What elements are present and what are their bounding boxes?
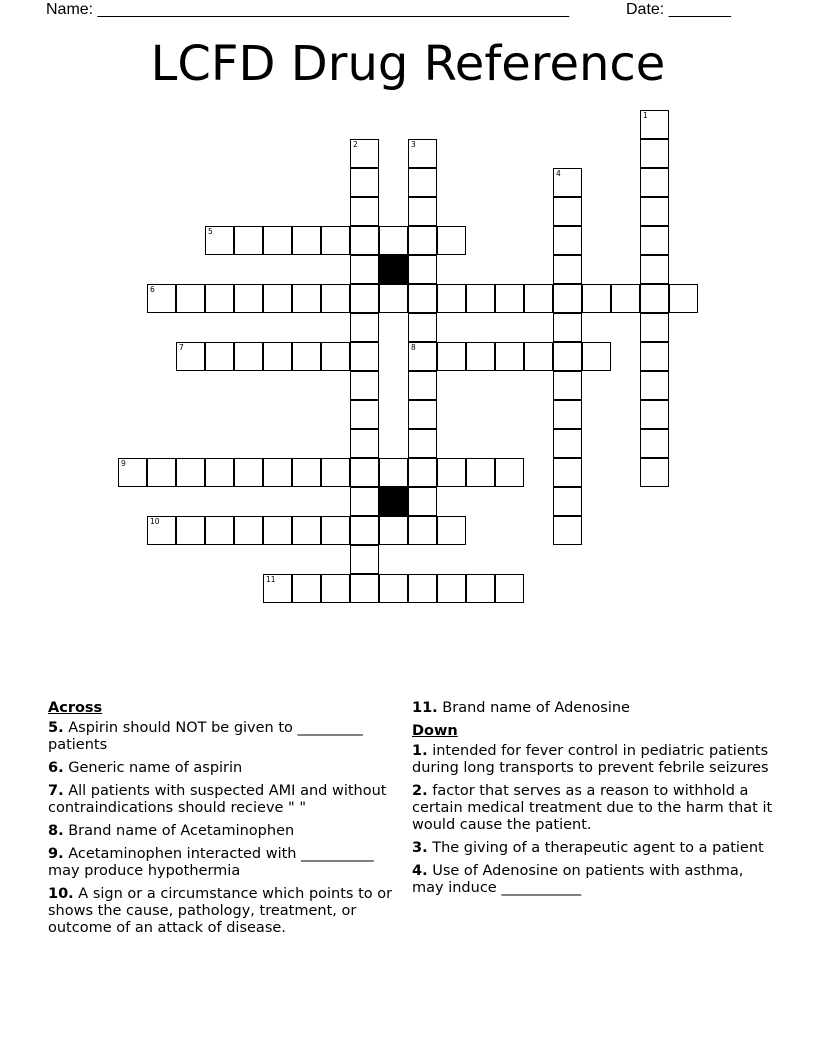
clue-across-6 [48,760,406,777]
grid-cell[interactable] [321,458,350,487]
grid-cell[interactable] [466,342,495,371]
clue-across-11 [412,700,777,717]
clue-across-5 [48,720,406,754]
cell-number: 2 [353,140,358,149]
grid-cell[interactable] [234,516,263,545]
grid-cell[interactable] [234,458,263,487]
page-title: LCFD Drug Reference [150,36,666,92]
grid-cell[interactable] [553,168,582,197]
grid-cell[interactable] [205,516,234,545]
clue-text: Use of Adenosine on patients with asthma, may induce ___________ [412,863,744,896]
grid-cell[interactable] [321,342,350,371]
grid-cell[interactable] [640,226,669,255]
clue-text: Acetaminophen interacted with __________ may produce hypothermia [48,846,374,879]
grid-cell[interactable] [553,371,582,400]
grid-cell[interactable] [350,342,379,371]
grid-cell[interactable] [553,487,582,516]
name-field-label[interactable]: Name: _____________________________________________________ [46,1,570,18]
grid-cell[interactable] [147,458,176,487]
grid-cell[interactable] [321,574,350,603]
clue-number: 1. [412,743,428,759]
grid-cell[interactable] [640,429,669,458]
grid-cell[interactable] [263,574,292,603]
grid-cell[interactable] [205,342,234,371]
grid-cell[interactable] [553,458,582,487]
grid-cell[interactable] [234,342,263,371]
grid-cell[interactable] [350,545,379,574]
grid-cell[interactable] [147,284,176,313]
grid-cell[interactable] [408,255,437,284]
grid-cell[interactable] [437,226,466,255]
grid-cell[interactable] [408,516,437,545]
grid-cell[interactable] [118,458,147,487]
cell-number: 10 [150,517,160,526]
grid-cell[interactable] [640,284,669,313]
grid-cell[interactable] [350,197,379,226]
grid-cell[interactable] [640,458,669,487]
clue-number: 3. [412,840,428,856]
grid-cell[interactable] [292,226,321,255]
grid-cell[interactable] [176,458,205,487]
grid-cell[interactable] [205,226,234,255]
cell-number: 9 [121,459,126,468]
grid-cell[interactable] [582,284,611,313]
clue-number: 9. [48,846,64,862]
grid-cell[interactable] [553,342,582,371]
grid-cell[interactable] [350,255,379,284]
grid-cell[interactable] [408,139,437,168]
grid-cell[interactable] [321,516,350,545]
grid-cell[interactable] [205,458,234,487]
grid-cell[interactable] [176,284,205,313]
grid-cell[interactable] [292,284,321,313]
grid-cell[interactable] [640,313,669,342]
clue-across-7 [48,783,406,817]
grid-cell[interactable] [350,429,379,458]
grid-cell[interactable] [640,110,669,139]
grid-cell[interactable] [292,574,321,603]
clue-text: Brand name of Adenosine [442,700,630,716]
grid-cell[interactable] [350,458,379,487]
grid-cell[interactable] [350,516,379,545]
grid-cell[interactable] [350,284,379,313]
grid-cell[interactable] [350,371,379,400]
clue-down-2 [412,783,777,834]
clue-text: factor that serves as a reason to withhold a certain medical treatment due to the harm that it would cause the patient. [412,783,773,833]
grid-cell[interactable] [437,342,466,371]
clue-number: 7. [48,783,64,799]
grid-cell[interactable] [263,458,292,487]
grid-cell[interactable] [408,371,437,400]
grid-cell[interactable] [640,342,669,371]
grid-cell[interactable] [640,371,669,400]
grid-cell[interactable] [176,516,205,545]
grid-cell[interactable] [350,139,379,168]
grid-cell[interactable] [669,284,698,313]
grid-cell[interactable] [553,255,582,284]
grid-cell[interactable] [408,197,437,226]
clue-text: A sign or a circumstance which points to or shows the cause, pathology, treatment, or outcome of an attack of disease. [48,886,393,936]
grid-cell[interactable] [408,226,437,255]
clue-across-10 [48,886,406,937]
grid-cell[interactable] [408,574,437,603]
grid-cell[interactable] [263,284,292,313]
grid-cell[interactable] [495,574,524,603]
grid-cell[interactable] [582,342,611,371]
grid-cell[interactable] [437,458,466,487]
clue-text: Aspirin should NOT be given to _________ patients [48,720,363,753]
grid-cell[interactable] [408,487,437,516]
across-heading: Across [48,700,103,716]
clue-down-4 [412,863,777,897]
down-heading: Down [412,723,458,739]
grid-cell[interactable] [292,516,321,545]
grid-cell[interactable] [408,284,437,313]
clue-across-8 [48,823,406,840]
grid-cell[interactable] [379,574,408,603]
cell-number: 5 [208,227,213,236]
grid-cell[interactable] [350,574,379,603]
grid-cell[interactable] [553,400,582,429]
grid-cell[interactable] [553,313,582,342]
clue-down-3 [412,840,777,857]
grid-cell[interactable] [263,342,292,371]
grid-cell[interactable] [350,226,379,255]
cell-number: 4 [556,169,561,178]
clue-text: intended for fever control in pediatric patients during long transports to prevent febrile seizures [412,743,769,776]
grid-cell[interactable] [408,400,437,429]
clue-number: 5. [48,720,64,736]
grid-cell[interactable] [437,574,466,603]
cell-number: 7 [179,343,184,352]
grid-cell[interactable] [524,342,553,371]
grid-cell[interactable] [495,284,524,313]
clue-number: 6. [48,760,64,776]
grid-cell[interactable] [640,168,669,197]
grid-cell[interactable] [350,487,379,516]
cell-number: 1 [643,111,648,120]
clue-number: 2. [412,783,428,799]
grid-cell[interactable] [234,284,263,313]
grid-cell[interactable] [437,284,466,313]
grid-cell[interactable] [234,226,263,255]
grid-cell[interactable] [292,458,321,487]
clue-text: All patients with suspected AMI and without contraindications should recieve " " [48,783,387,816]
grid-cell[interactable] [553,284,582,313]
clue-number: 4. [412,863,428,879]
grid-cell[interactable] [350,400,379,429]
grid-cell[interactable] [553,516,582,545]
grid-cell[interactable] [553,197,582,226]
grid-cell[interactable] [379,458,408,487]
grid-cell[interactable] [466,574,495,603]
cell-number: 3 [411,140,416,149]
grid-cell[interactable] [408,313,437,342]
clue-text: Brand name of Acetaminophen [68,823,295,839]
grid-cell[interactable] [379,226,408,255]
grid-cell[interactable] [292,342,321,371]
grid-cell[interactable] [466,284,495,313]
grid-cell[interactable] [640,400,669,429]
grid-cell[interactable] [640,139,669,168]
grid-cell[interactable] [408,168,437,197]
clue-number: 10. [48,886,74,902]
grid-black-cell [379,487,408,516]
grid-cell[interactable] [640,197,669,226]
grid-cell[interactable] [321,284,350,313]
grid-black-cell [379,255,408,284]
grid-cell[interactable] [321,226,350,255]
clue-number: 8. [48,823,64,839]
cell-number: 8 [411,343,416,352]
grid-cell[interactable] [553,429,582,458]
clues-left-column [48,700,406,943]
grid-cell[interactable] [640,255,669,284]
clue-down-1 [412,743,777,777]
clue-text: The giving of a therapeutic agent to a patient [432,840,764,856]
grid-cell[interactable] [205,284,234,313]
grid-cell[interactable] [350,168,379,197]
grid-cell[interactable] [495,458,524,487]
grid-cell[interactable] [495,342,524,371]
grid-cell[interactable] [611,284,640,313]
grid-cell[interactable] [263,226,292,255]
cell-number: 11 [266,575,276,584]
grid-cell[interactable] [408,429,437,458]
clue-text: Generic name of aspirin [68,760,243,776]
grid-cell[interactable] [379,516,408,545]
cell-number: 6 [150,285,155,294]
grid-cell[interactable] [524,284,553,313]
grid-cell[interactable] [466,458,495,487]
grid-cell[interactable] [379,284,408,313]
clues-right-column [412,700,777,903]
grid-cell[interactable] [408,342,437,371]
grid-cell[interactable] [437,516,466,545]
clue-across-9 [48,846,406,880]
grid-cell[interactable] [147,516,176,545]
grid-cell[interactable] [408,458,437,487]
grid-cell[interactable] [350,313,379,342]
grid-cell[interactable] [176,342,205,371]
clue-number: 11. [412,700,438,716]
date-field-label[interactable]: Date: _______ [626,1,731,18]
grid-cell[interactable] [553,226,582,255]
grid-cell[interactable] [263,516,292,545]
